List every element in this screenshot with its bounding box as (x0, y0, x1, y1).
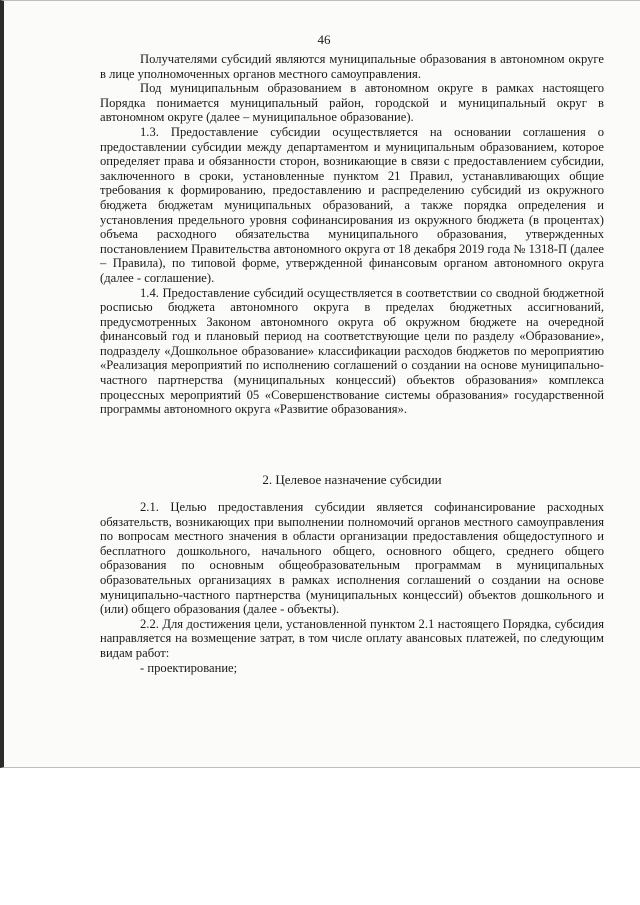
page-number: 46 (317, 32, 331, 47)
paragraph-1-4-budget: 1.4. Предоставление субсидий осуществляется в соответствии со сводной бюджетной росписью бюджета автономного округа в пределах бюджетных ассигнований, предусмотренных Законом автономного округа об окружном бюджете на очередной финансовый год и плановый период на соответствующие цели по разделу «Образование», подразделу «Дошкольное образование» классификации расходов бюджетов по мероприятию «Реализация мероприятий по исполнению соглашений о создании на основе муниципально-частного партнерства (муниципальных концессий) объектов образования» комплекса процессных мероприятий 05 «Совершенствование системы образования» государственной программы автономного округа «Развитие образования». (100, 285, 604, 417)
paragraph-2-2-directions: 2.2. Для достижения цели, установленной пунктом 2.1 настоящего Порядка, субсидия направляется на возмещение затрат, в том числе оплату авансовых платежей, по следующим видам работ: (100, 616, 604, 660)
paragraph-recipients: Получателями субсидий являются муниципальные образования в автономном округе в лице уполномоченных органов местного самоуправления. (100, 52, 604, 81)
paragraph-municipal-definition: Под муниципальным образованием в автономном округе в рамках настоящего Порядка понимается муниципальный район, городской и муниципальный округ в автономном округе (далее – муниципальное образование). (100, 81, 604, 125)
paragraph-2-1-purpose: 2.1. Целью предоставления субсидии является софинансирование расходных обязательств, возникающих при выполнении полномочий органов местного самоуправления по вопросам местного значения в области организации предоставления общедоступного и бесплатного дошкольного, начального общего, основного общего, среднего общего образования по основным общеобразовательным программам в муниципальных образовательных организациях в рамках исполнения соглашений о создании на основе муниципально-частного партнерства (муниципальных концессий) объектов дошкольного и (или) общего образования (далее - объекты). (100, 500, 604, 617)
paragraph-1-3-agreement: 1.3. Предоставление субсидии осуществляется на основании соглашения о предоставлении субсидии между департаментом и муниципальным образованием, которое определяет права и обязанности сторон, возникающие в связи с предоставлением субсидии, заключенного в сроки, установленные пунктом 21 Правил, устанавливающих общие требования к формированию, предоставлению и распределению субсидий из окружного бюджета бюджетам муниципальных образований, а также порядка определения и установления предельного уровня софинансирования из окружного бюджета (в процентах) объема расходного обязательства муниципального образования, утвержденных постановлением Правительства автономного округа от 18 декабря 2019 года № 1318-П (далее – Правила), по типовой форме, утвержденной финансовым органом автономного округа (далее - соглашение). (100, 124, 604, 285)
list-item-design: - проектирование; (140, 660, 238, 675)
body-text-lower (100, 500, 604, 675)
section-heading: 2. Целевое назначение субсидии (262, 472, 442, 487)
body-text-upper (100, 52, 604, 417)
